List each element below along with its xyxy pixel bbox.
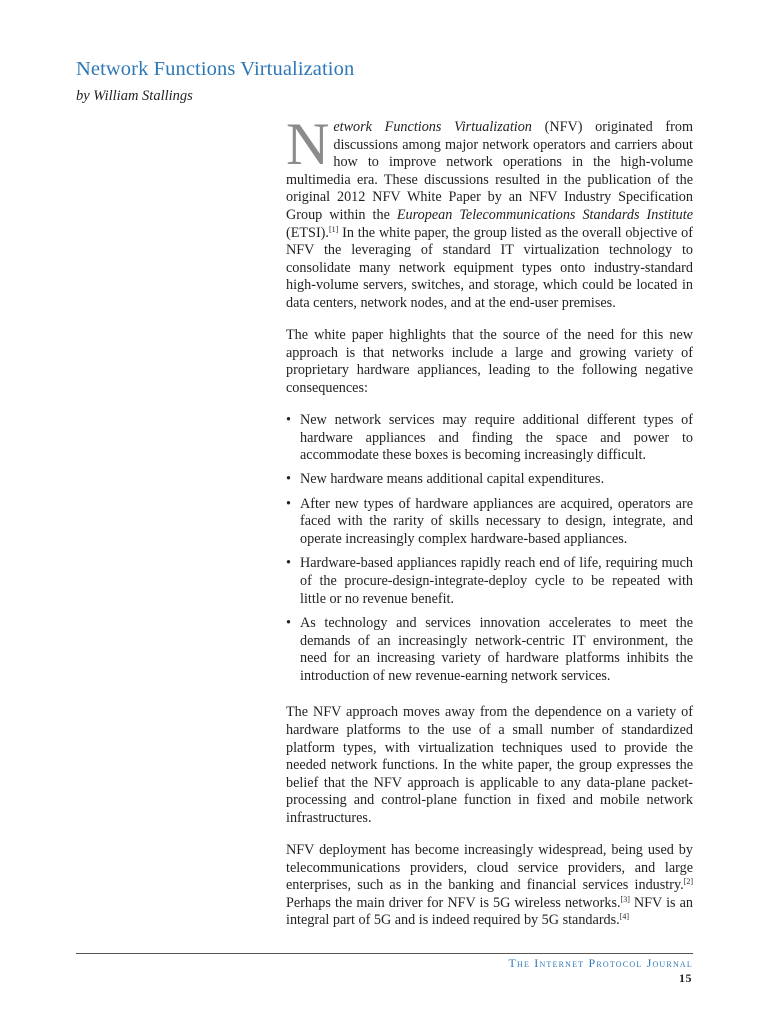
paragraph-consequences-intro: The white paper highlights that the source of the need for this new approach is that networks include a large and growing variety of proprietary hardware appliances, leading to the following negative consequences: <box>286 327 693 396</box>
article-byline: by William Stallings <box>76 88 193 104</box>
list-item-text: After new types of hardware appliances are acquired, operators are faced with the rarity of skills necessary to design, integrate, and operate increasingly complex hardware-based appliances. <box>300 495 693 548</box>
list-item-text: Hardware-based appliances rapidly reach end of life, requiring much of the procure-design-integrate-deploy cycle to be repeated with little or no revenue benefit. <box>300 555 693 607</box>
intro-italic-org: European Telecommunications Standards Institute <box>396 206 693 223</box>
footnote-ref-2: [2] <box>683 877 693 887</box>
intro-text-1: (NFV) originated from discussions among major network operators and carriers about how to improve network operations in the high-volume multimedia era. These discussions resulted in the publication of the original 2012 NFV White Paper by an NFV Industry Specification Group within the <box>286 119 693 223</box>
deployment-text-1: NFV deployment has become increasingly widespread, being used by telecommunications providers, cloud service providers, and large enterprises, such as in the banking and financial services industry. <box>286 842 693 894</box>
journal-name: The Internet Protocol Journal <box>508 956 693 970</box>
footnote-ref-1: [1] <box>328 224 339 234</box>
intro-text-2: (ETSI). <box>286 224 329 241</box>
deployment-text-2: Perhaps the main driver for NFV is 5G wireless networks. <box>286 894 621 911</box>
intro-text-3: In the white paper, the group listed as the overall objective of NFV the leveraging of standard IT virtualization technology to consolidate many network equipment types onto industry-standard high-volume servers, switches, and storage, which could be located in data centers, network nodes, and at the end-user premises. <box>286 224 693 311</box>
deployment-text-3: NFV is an integral part of 5G and is indeed required by 5G standards. <box>286 894 694 929</box>
footer-divider <box>76 953 693 954</box>
intro-italic-term: etwork Functions Virtualization <box>333 119 532 135</box>
list-item <box>286 496 693 549</box>
paragraph-nfv-deployment <box>286 842 693 930</box>
bullet-icon: • <box>286 471 291 488</box>
list-item-text: New hardware means additional capital expenditures. <box>300 471 605 488</box>
list-item <box>286 615 693 685</box>
consequences-list <box>286 412 693 686</box>
article-title: Network Functions Virtualization <box>76 58 355 80</box>
list-item <box>286 412 693 465</box>
intro-paragraph <box>286 111 693 313</box>
bullet-icon: • <box>286 615 291 632</box>
bullet-icon: • <box>286 555 291 572</box>
footnote-ref-3: [3] <box>620 894 630 904</box>
bullet-icon: • <box>286 495 291 512</box>
page-number: 15 <box>679 971 692 985</box>
list-item <box>286 471 693 489</box>
footnote-ref-4: [4] <box>619 912 630 922</box>
list-item-text: New network services may require additional different types of hardware appliances and finding the space and power to accommodate these boxes is becoming increasingly difficult. <box>300 411 693 464</box>
drop-cap: N <box>286 111 330 177</box>
list-item <box>286 555 693 608</box>
list-item-text: As technology and services innovation accelerates to meet the demands of an increasingly network-centric IT environment, the need for an increasing variety of hardware platforms inhibits the introduction of new revenue-earning network services. <box>300 615 693 684</box>
bullet-icon: • <box>286 411 291 428</box>
article-body <box>286 111 694 945</box>
paragraph-nfv-approach: The NFV approach moves away from the dependence on a variety of hardware platforms to the use of a small number of standardized platform types, with virtualization techniques used to provide the needed network functions. In the white paper, the group expresses the belief that the NFV approach is applicable to any data-plane packet-processing and control-plane function in fixed and mobile network infrastructures. <box>286 704 693 826</box>
